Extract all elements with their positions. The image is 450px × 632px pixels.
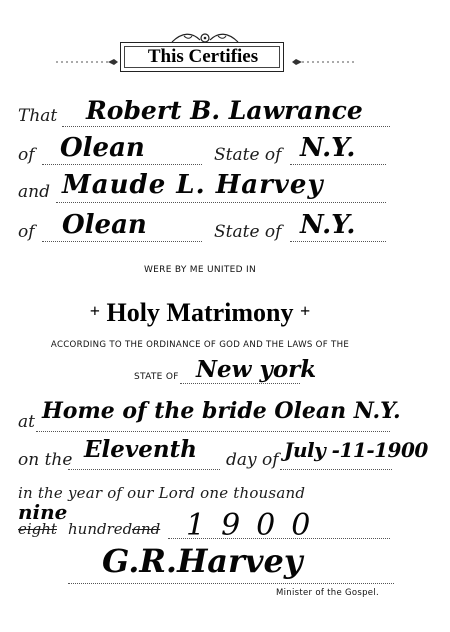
- and-label: and: [18, 182, 50, 202]
- certificate-title: This Certifies: [147, 46, 259, 67]
- bride-name: Maude L. Harvey: [62, 170, 324, 200]
- on-the-label: on the: [18, 450, 73, 470]
- signature-line: [68, 583, 394, 584]
- printed-eight-struck: eight: [18, 520, 57, 538]
- left-dotted-flourish-icon: [56, 58, 118, 66]
- according-to-text: ACCORDING TO THE ORDINANCE OF GOD AND THE LAWS OF THE: [50, 340, 350, 350]
- state-value-line: [180, 383, 300, 384]
- bride-city: Olean: [62, 210, 147, 240]
- bride-state: N.Y.: [300, 210, 356, 240]
- groom-name-line: [62, 126, 390, 127]
- holy-matrimony-heading: [0, 298, 400, 328]
- state-label-1: State of: [214, 145, 282, 165]
- month-line: [280, 469, 392, 470]
- holy-right-cross-icon: +: [300, 301, 311, 321]
- state-value: New york: [196, 356, 317, 383]
- written-nine: nine: [18, 500, 68, 524]
- bride-city-line: [42, 241, 202, 242]
- day-line: [68, 469, 220, 470]
- holy-matrimony-title: Holy Matrimony: [106, 298, 294, 327]
- groom-city: Olean: [60, 133, 145, 163]
- location-line: [36, 431, 390, 432]
- month-value: July -11-1900: [284, 438, 428, 462]
- of-label-2: of: [18, 222, 35, 242]
- groom-name: Robert B. Lawrance: [86, 96, 363, 125]
- title-frame: [120, 42, 284, 72]
- groom-state-line: [290, 164, 386, 165]
- right-dotted-flourish-icon: [292, 58, 354, 66]
- minister-signature: G.R.Harvey: [102, 542, 303, 580]
- year-value: 1900: [186, 508, 327, 543]
- groom-city-line: [42, 164, 202, 165]
- minister-label: Minister of the Gospel.: [276, 588, 379, 598]
- bride-name-line: [56, 202, 386, 203]
- at-label: at: [18, 412, 35, 432]
- united-in-text: WERE BY ME UNITED IN: [143, 265, 257, 275]
- of-label-1: of: [18, 145, 35, 165]
- bride-state-line: [290, 241, 386, 242]
- holy-left-cross-icon: +: [89, 301, 100, 321]
- day-of-label: day of: [226, 450, 279, 470]
- that-label: That: [18, 106, 58, 126]
- state-label-2: State of: [214, 222, 282, 242]
- ceremony-location: Home of the bride Olean N.Y.: [42, 398, 401, 424]
- printed-and-struck: and: [132, 520, 161, 538]
- day-value: Eleventh: [84, 436, 197, 463]
- state-of-label: STATE OF: [134, 372, 179, 382]
- year-prefix: in the year of our Lord one thousand: [18, 484, 306, 502]
- groom-state: N.Y.: [300, 133, 356, 163]
- hundred-label: hundred: [68, 520, 133, 538]
